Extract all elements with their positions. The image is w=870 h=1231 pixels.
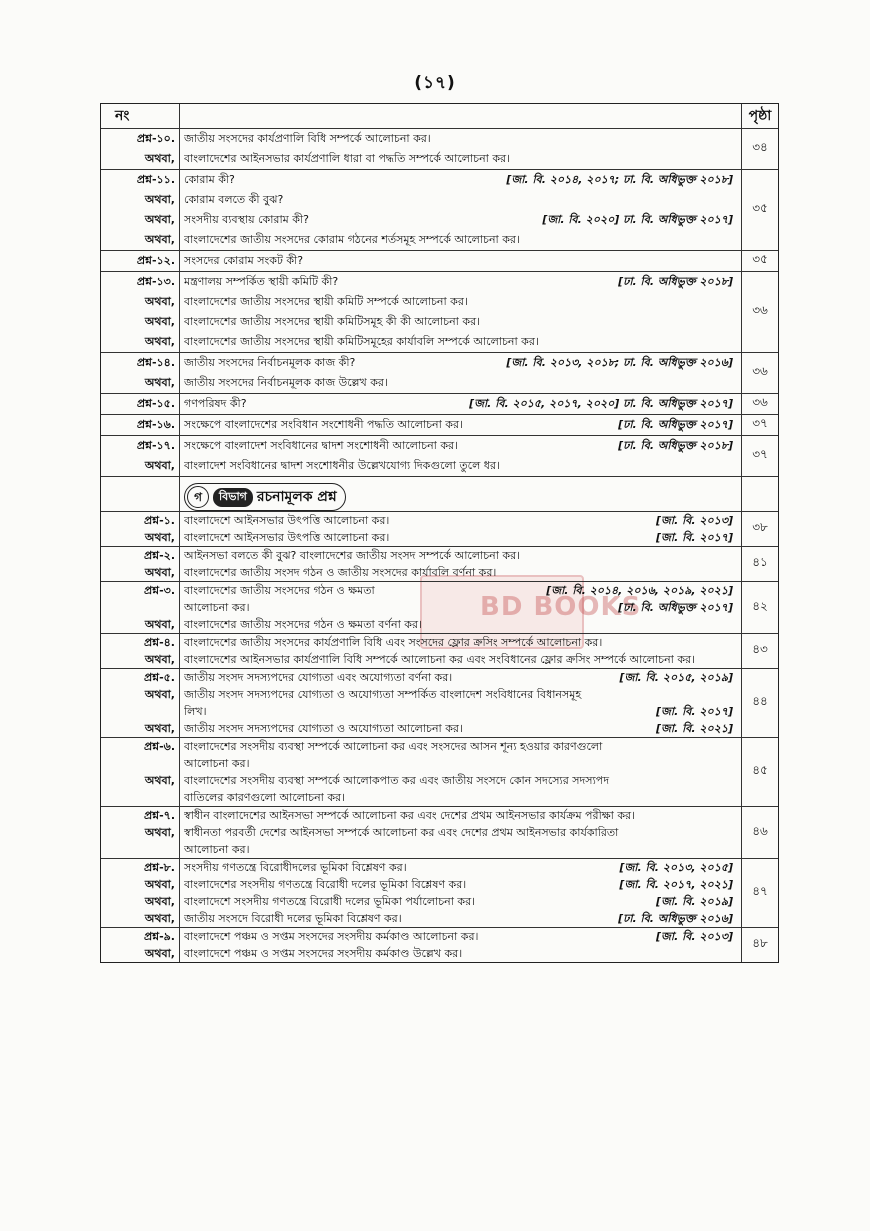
exam-reference [733,547,741,564]
exam-reference [733,149,741,169]
question-number-cell [101,394,180,415]
question-text: বাংলাদেশে পঞ্চম ও সপ্তম সংসদের সংসদীয় কর্মকাণ্ড উল্লেখ কর। [184,947,463,960]
question-number-cell [101,669,180,738]
question-text: বাংলাদেশের জাতীয় সংসদের গঠন ও ক্ষমতা [184,584,375,597]
exam-reference: [জা. বি. ২০১৩, ২০১৮; ঢা. বি. অধিভুক্ত ২০১৬] [506,356,733,369]
table-row [101,272,778,353]
watermark-text: BD BOOKS [480,592,642,622]
page-ref: ৪৮ [742,928,779,963]
question-number-cell [101,353,180,394]
exam-reference [733,824,741,841]
question-label: প্রশ্ন-১২. [136,254,175,267]
table-row [101,582,778,634]
question-text: বাংলাদেশ সংবিধানের দ্বাদশ সংশোধনীর উল্লেখযোগ্য দিকগুলো তুলে ধর। [184,459,500,472]
exam-reference: [জা. বি. ২০১৭] [656,531,733,544]
question-number-cell [101,582,180,634]
question-label: অথবা, [144,947,175,960]
page-ref: ৩৮ [742,512,779,547]
exam-reference [733,230,741,250]
question-label: অথবা, [144,688,175,701]
question-line [184,686,741,703]
question-line [184,547,741,564]
header-num: নং [115,108,130,124]
question-line [184,272,741,292]
exam-reference [733,651,741,668]
exam-reference: [ঢা. বি. অধিভুক্ত ২০১৮] [618,275,733,288]
exam-reference [733,456,741,476]
question-label: প্রশ্ন-১৩. [136,275,175,288]
question-line [184,312,741,332]
page-ref: ৩৫ [742,170,779,251]
question-label: প্রশ্ন-১৫. [136,397,175,410]
question-text-cell [180,129,742,170]
question-text: বাংলাদেশে পঞ্চম ও সপ্তম সংসদের সংসদীয় কর্মকাণ্ড আলোচনা কর। [184,930,479,943]
question-text-cell [180,859,742,928]
exam-reference: [জা. বি. ২০১৭, ২০২১] [619,878,733,891]
section-num-cell [101,477,180,512]
question-label: অথবা, [144,912,175,925]
question-line [184,945,741,962]
question-line [184,772,741,789]
page-ref: ৩৪ [742,129,779,170]
page-ref: ৩৭ [742,415,779,436]
exam-reference [733,292,741,312]
question-text: বাংলাদেশের জাতীয় সংসদের গঠন ও ক্ষমতা বর্ণনা কর। [184,618,422,631]
question-text: সংসদীয় গণতন্ত্রে বিরোধীদলের ভূমিকা বিশ্লেষণ কর। [184,861,407,874]
exam-reference [733,945,741,962]
page-ref: ৩৬ [742,272,779,353]
question-text: সংসদের কোরাম সংকট কী? [184,254,304,267]
question-text-cell [180,582,742,634]
page-ref: ৪৪ [742,669,779,738]
question-number-cell [101,415,180,436]
question-text: জাতীয় সংসদের নির্বাচনমূলক কাজ উল্লেখ কর। [184,376,388,389]
exam-reference: [ঢা. বি. অধিভুক্ত ২০১৭] [618,601,733,614]
question-label: অথবা, [144,459,175,472]
question-text: বাংলাদেশের সংসদীয় গণতন্ত্রে বিরোধী দলের ভূমিকা বিশ্লেষণ কর। [184,878,467,891]
header-page: পৃষ্ঠা [748,108,772,124]
question-text: সংসদীয় ব্যবস্থায় কোরাম কী? [184,213,309,226]
question-text-cell [180,415,742,436]
question-label: অথবা, [144,531,175,544]
question-label: প্রশ্ন-৩. [143,584,175,597]
exam-reference: [জা. বি. ২০২০] ঢা. বি. অধিভুক্ত ২০১৭] [542,213,733,226]
question-line [184,599,741,616]
question-number-cell [101,859,180,928]
question-line [184,859,741,876]
question-text-cell [180,738,742,807]
question-line [184,564,741,581]
table-row [101,859,778,928]
question-label: অথবা, [144,566,175,579]
exam-reference: [জা. বি. ২০১৩] [656,930,733,943]
question-label [101,789,175,806]
table-row [101,512,778,547]
question-line [184,415,741,435]
exam-reference: [জা. বি. ২০১৪, ২০১৬, ২০১৯, ২০২১] [546,584,733,597]
question-line [184,170,741,190]
question-line [184,129,741,149]
table-row [101,807,778,859]
question-line [184,876,741,893]
table-row [101,436,778,477]
exam-reference [733,755,741,772]
page-ref: ৪৬ [742,807,779,859]
question-text: বাতিলের কারণগুলো আলোচনা কর। [184,791,346,804]
question-number-cell [101,807,180,859]
exam-reference [733,841,741,858]
question-label: প্রশ্ন-৪. [143,636,175,649]
question-text: বাংলাদেশের আইনসভার কার্যপ্রণালি বিধি সম্পর্কে আলোচনা কর এবং সংবিধানের ফ্লোর ক্রসিং সম্পর্কে আলোচনা কর। [184,653,696,666]
question-text: আলোচনা কর। [184,757,250,770]
question-line [184,582,741,599]
exam-reference [733,789,741,806]
exam-reference: [ঢা. বি. অধিভুক্ত ২০১৮] [618,439,733,452]
section-title: রচনামূলক প্রশ্ন [256,489,337,505]
exam-reference: [জা. বি. ২০১৫, ২০১৭, ২০২০] ঢা. বি. অধিভুক্ত ২০১৭] [469,397,733,410]
question-text: কোরাম কী? [184,173,235,186]
question-label: অথবা, [144,722,175,735]
question-line [184,190,741,210]
header-question [180,104,742,129]
page-ref: ৩৬ [742,353,779,394]
exam-reference [733,190,741,210]
page-ref: ৩৭ [742,436,779,477]
question-label: প্রশ্ন-১৭. [136,439,175,452]
page-ref: ৪৩ [742,634,779,669]
question-text: গণপরিষদ কী? [184,397,247,410]
question-line [184,529,741,546]
question-label: অথবা, [144,376,175,389]
table-header [101,104,778,129]
question-text-cell [180,394,742,415]
question-label: অথবা, [144,193,175,206]
exam-reference: [জা. বি. ২০১৪, ২০১৭; ঢা. বি. অধিভুক্ত ২০১৮] [506,173,733,186]
question-text-cell [180,170,742,251]
question-line [184,910,741,927]
section-header-row [101,477,778,512]
exam-reference [733,686,741,703]
question-text: বাংলাদেশে আইনসভার উৎপত্তি আলোচনা কর। [184,514,390,527]
question-label: অথবা, [144,774,175,787]
question-line [184,292,741,312]
question-line [184,807,741,824]
question-line [184,230,741,250]
question-line [184,703,741,720]
exam-reference [733,251,741,271]
exam-reference [733,332,741,352]
question-text: লিখ। [184,705,207,718]
question-text-cell [180,251,742,272]
question-line [184,332,741,352]
question-text: বাংলাদেশের জাতীয় সংসদের কার্যপ্রণালি বিধি এবং সংসদের ফ্লোর ক্রসিং সম্পর্কে আলোচনা কর। [184,636,603,649]
question-label [101,755,175,772]
exam-reference: [জা. বি. ২০২১] [656,722,733,735]
question-text-cell [180,512,742,547]
question-text: বাংলাদেশের জাতীয় সংসদের স্থায়ী কমিটিসমূহের কার্যাবলি সম্পর্কে আলোচনা কর। [184,335,539,348]
exam-reference [733,772,741,789]
page-ref: ৪২ [742,582,779,634]
table-row [101,353,778,394]
section-page-cell [742,477,779,512]
question-text: জাতীয় সংসদের কার্যপ্রণালি বিধি সম্পর্কে আলোচনা কর। [184,132,431,145]
page-ref: ৪৫ [742,738,779,807]
table-row [101,669,778,738]
question-text: বাংলাদেশের জাতীয় সংসদ গঠন ও জাতীয় সংসদের কার্যাবলি বর্ণনা কর। [184,566,497,579]
question-label: অথবা, [144,315,175,328]
section-tag: বিভাগ [213,488,253,507]
exam-reference [733,738,741,755]
question-text: বাংলাদেশের জাতীয় সংসদের কোরাম গঠনের শর্তসমূহ সম্পর্কে আলোচনা কর। [184,233,520,246]
page-ref: ৪৭ [742,859,779,928]
question-line [184,210,741,230]
question-label: প্রশ্ন-৫. [143,671,175,684]
question-line [184,512,741,529]
question-label: প্রশ্ন-১. [143,514,175,527]
question-line [184,616,741,633]
question-text-cell [180,272,742,353]
question-number-cell [101,129,180,170]
question-text: বাংলাদেশের আইনসভার কার্যপ্রণালি ধারা বা পদ্ধতি সম্পর্কে আলোচনা কর। [184,152,511,165]
question-number-cell [101,251,180,272]
question-text: জাতীয় সংসদে বিরোধী দলের ভূমিকা বিশ্লেষণ কর। [184,912,402,925]
question-number-cell [101,738,180,807]
exam-reference: [জা. বি. ২০১৫, ২০১৯] [619,671,733,684]
question-text: জাতীয় সংসদের নির্বাচনমূলক কাজ কী? [184,356,356,369]
table-row [101,415,778,436]
table-row [101,738,778,807]
question-number-cell [101,634,180,669]
question-label: অথবা, [144,618,175,631]
question-text: জাতীয় সংসদ সদস্যপদের যোগ্যতা ও অযোগ্যতা সম্পর্কিত বাংলাদেশ সংবিধানের বিধানসমূহ [184,688,582,701]
question-line [184,789,741,806]
page-ref: ৩৬ [742,394,779,415]
question-number-cell [101,436,180,477]
section-badge [184,483,346,511]
question-line [184,456,741,476]
question-line [184,928,741,945]
question-label: প্রশ্ন-৭. [143,809,175,822]
question-label: প্রশ্ন-১৬. [136,418,175,431]
question-text: সংক্ষেপে বাংলাদেশ সংবিধানের দ্বাদশ সংশোধনী আলোচনা কর। [184,439,459,452]
question-line [184,893,741,910]
table-row [101,170,778,251]
question-label: প্রশ্ন-১৪. [136,356,175,369]
table-row [101,394,778,415]
question-number-cell [101,272,180,353]
question-text-cell [180,928,742,963]
question-label: অথবা, [144,152,175,165]
question-line [184,669,741,686]
question-number-cell [101,170,180,251]
question-line [184,755,741,772]
exam-reference [733,634,741,651]
exam-reference: [জা. বি. ২০১৭] [656,705,733,718]
question-label: অথবা, [144,895,175,908]
table-row [101,634,778,669]
question-text-cell [180,807,742,859]
question-text: কোরাম বলতে কী বুঝ? [184,193,284,206]
page-ref: ৪১ [742,547,779,582]
exam-reference [733,312,741,332]
page-ref: ৩৫ [742,251,779,272]
question-text: আলোচনা কর। [184,601,250,614]
question-line [184,738,741,755]
table-row [101,928,778,963]
exam-reference [733,616,741,633]
exam-reference [733,129,741,149]
question-line [184,720,741,737]
exam-reference: [জা. বি. ২০১৩, ২০১৫] [619,861,733,874]
exam-reference [733,564,741,581]
question-text-cell [180,669,742,738]
question-label: অথবা, [144,653,175,666]
question-line [184,436,741,456]
section-title-cell [180,477,742,512]
question-line [184,634,741,651]
question-label [101,599,175,616]
question-text: স্বাধীনতা পরবর্তী দেশের আইনসভা সম্পর্কে আলোচনা কর এবং দেশের প্রথম আইনসভার কার্যকারিতা [184,826,619,839]
question-text: আইনসভা বলতে কী বুঝ? বাংলাদেশের জাতীয় সংসদ সম্পর্কে আলোচনা কর। [184,549,521,562]
question-label: অথবা, [144,878,175,891]
question-text: স্বাধীন বাংলাদেশের আইনসভা সম্পর্কে আলোচনা কর এবং দেশের প্রথম আইনসভার কার্যক্রম পরীক্ষা কর। [184,809,635,822]
question-label: প্রশ্ন-৮. [143,861,175,874]
question-text: বাংলাদেশের সংসদীয় ব্যবস্থা সম্পর্কে আলোচনা কর এবং সংসদের আসন শূন্য হওয়ার কারণগুলো [184,740,603,753]
question-number-cell [101,928,180,963]
exam-reference: [জা. বি. ২০১৯] [656,895,733,908]
exam-reference: [ঢা. বি. অধিভুক্ত ২০১৬] [618,912,733,925]
exam-reference [733,807,741,824]
question-text-cell [180,634,742,669]
question-text: বাংলাদেশের জাতীয় সংসদের স্থায়ী কমিটি সম্পর্কে আলোচনা কর। [184,295,468,308]
question-label: অথবা, [144,335,175,348]
table-row [101,129,778,170]
page-number: (১৭) [414,73,456,93]
question-text-cell [180,436,742,477]
question-text: বাংলাদেশে সংসদীয় গণতন্ত্রে বিরোধী দলের ভূমিকা পর্যালোচনা কর। [184,895,476,908]
question-label: অথবা, [144,213,175,226]
question-line [184,373,741,393]
question-text: মন্ত্রণালয় সম্পর্কিত স্থায়ী কমিটি কী? [184,275,339,288]
section-letter: গ [187,486,209,508]
question-text: সংক্ষেপে বাংলাদেশের সংবিধান সংশোধনী পদ্ধতি আলোচনা কর। [184,418,463,431]
exam-reference: [ঢা. বি. অধিভুক্ত ২০১৭] [618,418,733,431]
question-text-cell [180,353,742,394]
question-number-cell [101,547,180,582]
exam-reference [733,373,741,393]
question-label [101,703,175,720]
question-label: প্রশ্ন-২. [143,549,175,562]
question-line [184,353,741,373]
question-text-cell [180,547,742,582]
question-line [184,824,741,841]
question-label [101,841,175,858]
question-text: জাতীয় সংসদ সদস্যপদের যোগ্যতা এবং অযোগ্যতা বর্ণনা কর। [184,671,453,684]
question-text: আলোচনা কর। [184,843,250,856]
table-row [101,547,778,582]
question-text: জাতীয় সংসদ সদস্যপদের যোগ্যতা ও অযোগ্যতা আলোচনা কর। [184,722,463,735]
question-label: অথবা, [144,233,175,246]
question-label: অথবা, [144,295,175,308]
question-label: প্রশ্ন-১০. [136,132,175,145]
question-label: প্রশ্ন-৬. [143,740,175,753]
question-label: অথবা, [144,826,175,839]
exam-reference: [জা. বি. ২০১৩] [656,514,733,527]
question-line [184,251,741,271]
question-line [184,149,741,169]
table-row [101,251,778,272]
question-text: বাংলাদেশের জাতীয় সংসদের স্থায়ী কমিটিসমূহ কী কী আলোচনা কর। [184,315,481,328]
question-label: প্রশ্ন-১১. [136,173,175,186]
question-line [184,394,741,414]
question-label: প্রশ্ন-৯. [143,930,175,943]
question-number-cell [101,512,180,547]
question-text: বাংলাদেশে আইনসভার উৎপত্তি আলোচনা কর। [184,531,390,544]
question-line [184,651,741,668]
question-index-table [100,103,779,963]
question-line [184,841,741,858]
question-text: বাংলাদেশের সংসদীয় ব্যবস্থা সম্পর্কে আলোকপাত কর এবং জাতীয় সংসদে কোন সদস্যের সদস্যপদ [184,774,610,787]
